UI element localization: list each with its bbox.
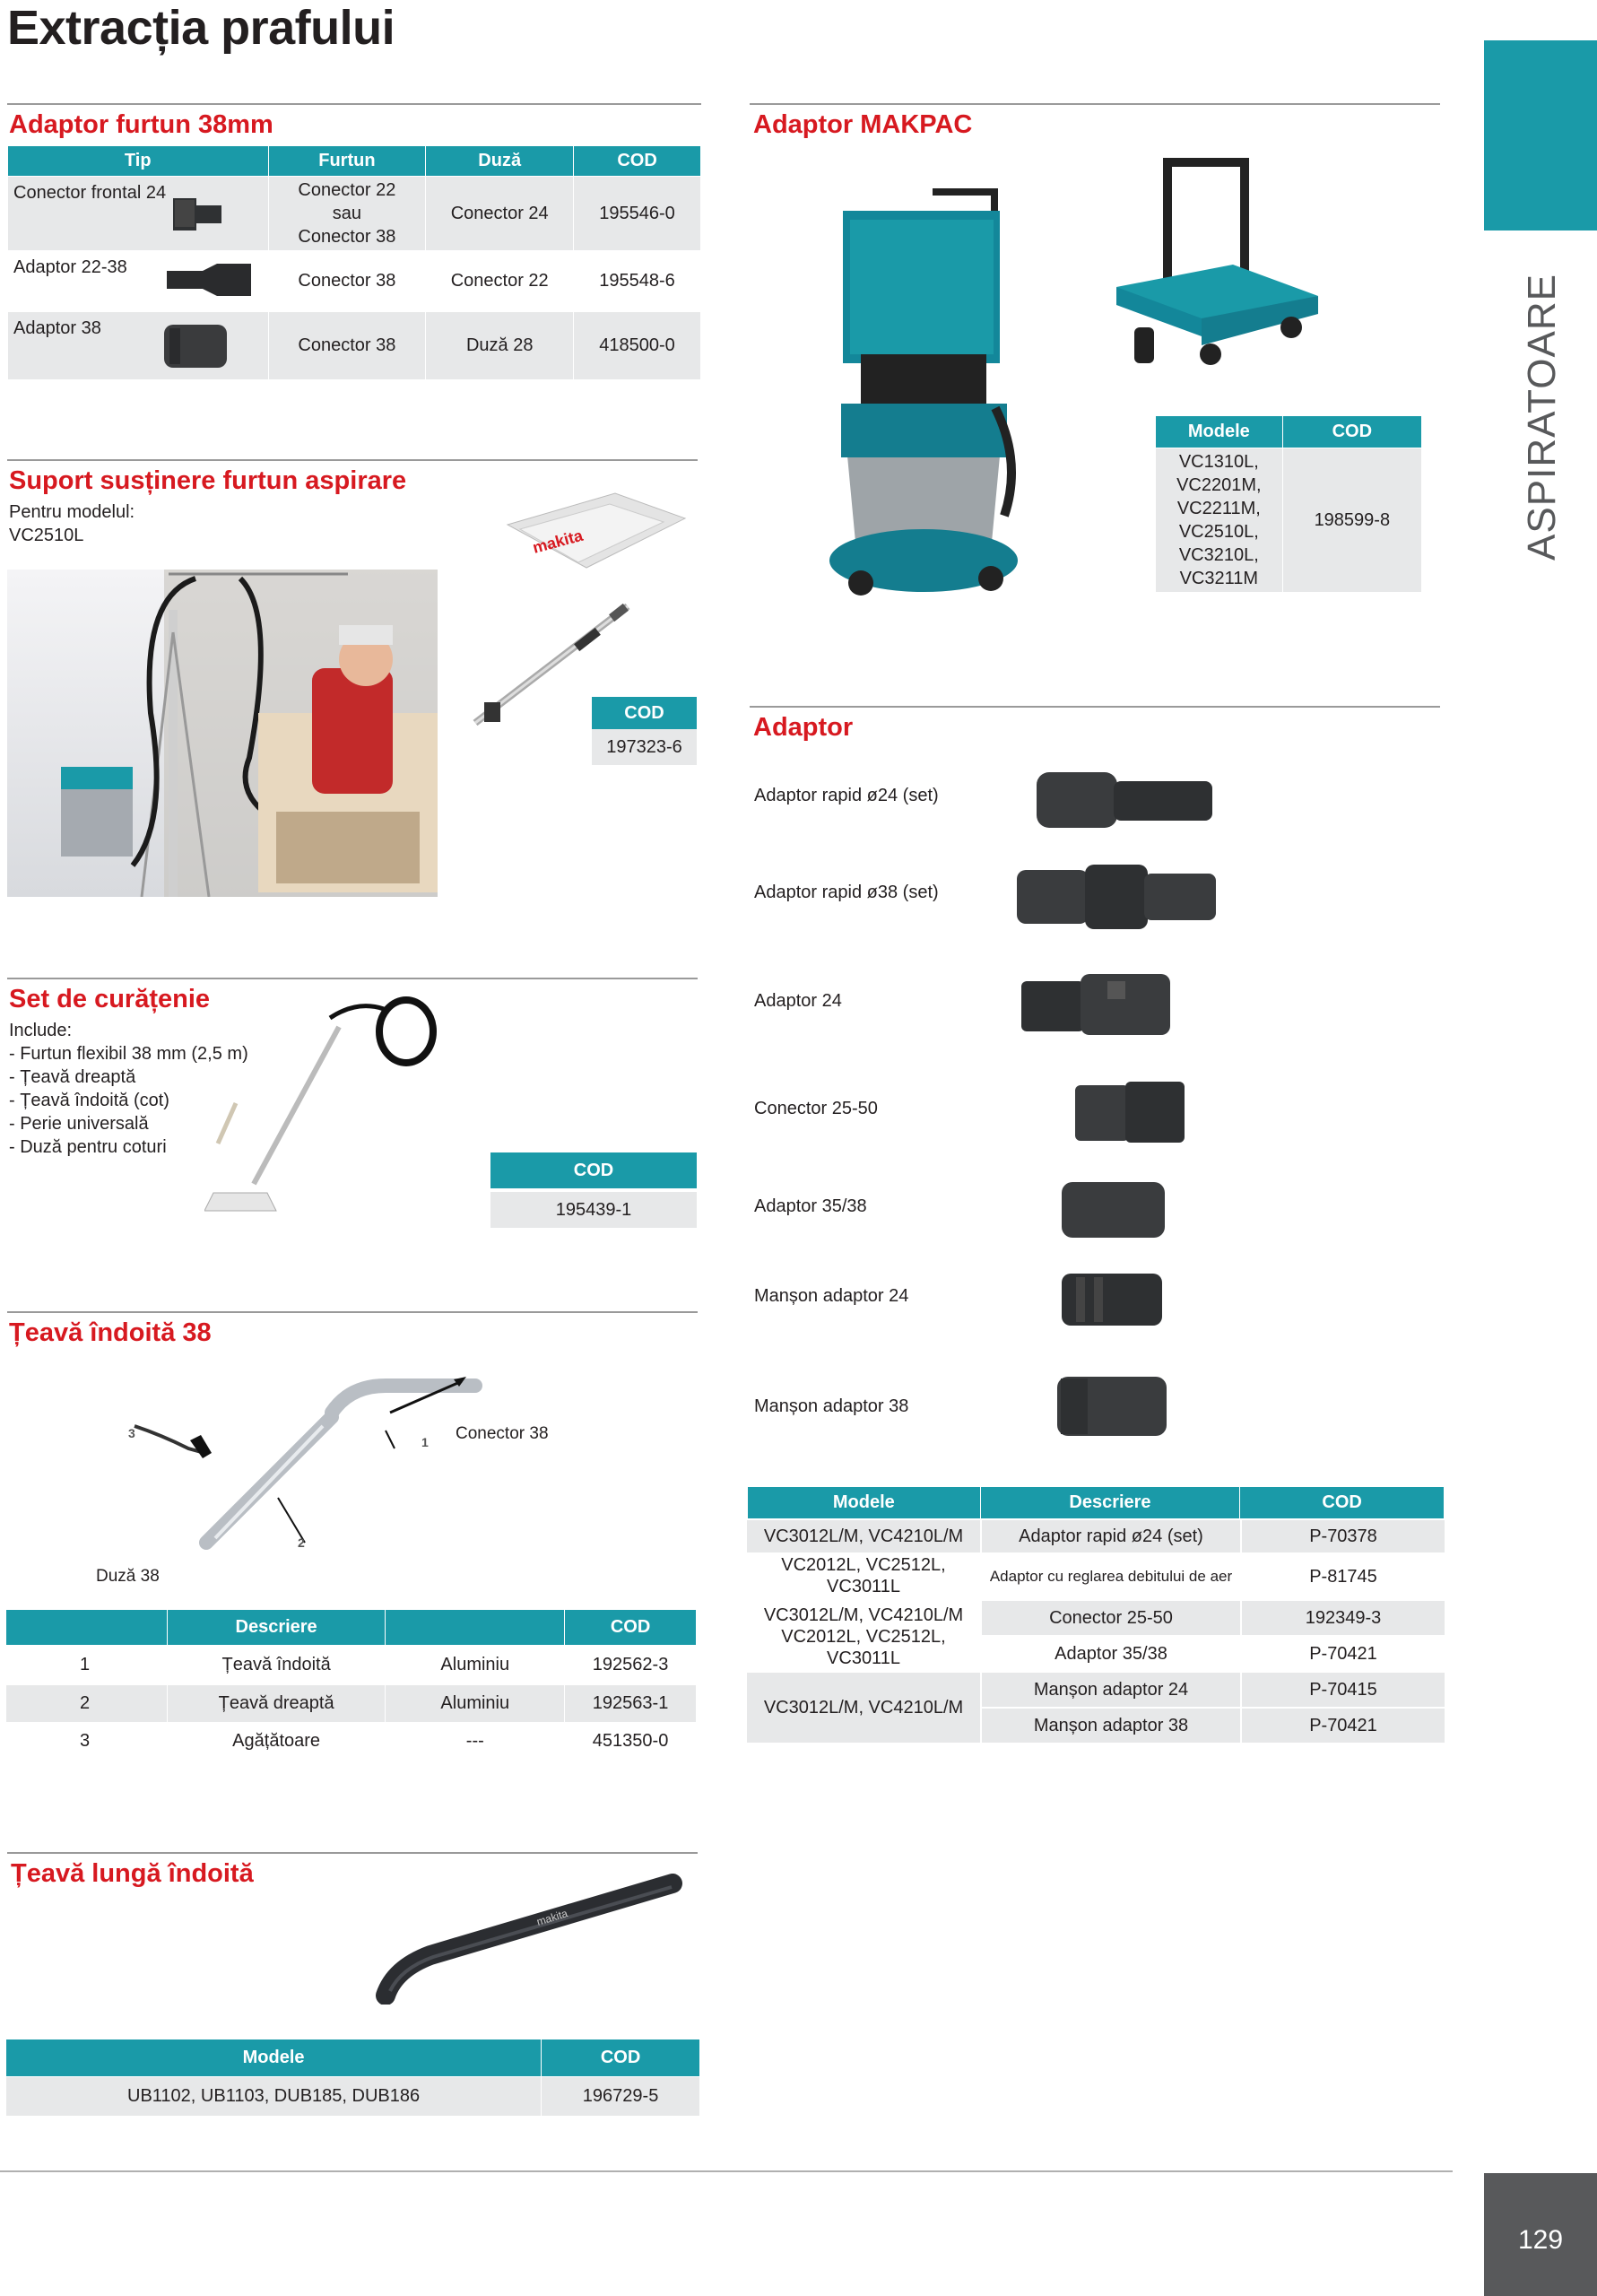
table-row — [6, 1723, 697, 1761]
table-row — [8, 177, 701, 251]
adaptor-item: Adaptor 35/38 — [754, 1196, 867, 1216]
cell-cod: 418500-0 — [574, 312, 701, 380]
cell-furtun: Conector 38 — [268, 251, 426, 312]
cell-models: VC1310L, VC2201M, VC2211M, VC2510L, VC3210L, VC3211M — [1156, 448, 1283, 593]
cell-cod: P-70421 — [1242, 1709, 1445, 1743]
divider — [7, 103, 701, 105]
cell-duza: Duză 28 — [426, 312, 574, 380]
suport-model: VC2510L — [9, 526, 84, 545]
col-header-cod: COD — [565, 1610, 697, 1646]
cell-nr: 2 — [6, 1685, 168, 1723]
callout-number: 2 — [298, 1535, 305, 1550]
cell-cod: 195546-0 — [574, 177, 701, 251]
adaptor-rapid-38-image — [1013, 861, 1219, 933]
cod-value: 197323-6 — [592, 729, 697, 765]
cell-models: VC2012L, VC2512L, VC3011L — [747, 1554, 980, 1599]
table-row — [8, 312, 701, 380]
col-header-cod: COD — [542, 2039, 700, 2077]
cod-header: COD — [592, 697, 697, 729]
set-line: - Țeavă îndoită (cot) — [9, 1091, 169, 1110]
cell-cod: 192562-3 — [565, 1646, 697, 1685]
svg-text:makita: makita — [530, 526, 586, 557]
section-title-suport: Suport susținere furtun aspirare — [9, 466, 407, 495]
cell-cod: P-70378 — [1242, 1520, 1445, 1552]
side-label: ASPIRATOARE — [1520, 274, 1564, 561]
table-row — [8, 251, 701, 312]
section-title-adaptor-furtun: Adaptor furtun 38mm — [9, 110, 273, 139]
section-title-set-curatenie: Set de curățenie — [9, 985, 211, 1013]
cell-cod: 192563-1 — [565, 1685, 697, 1723]
cell-cod: P-70421 — [1242, 1637, 1445, 1671]
cell-cod: 195548-6 — [574, 251, 701, 312]
divider — [7, 1852, 698, 1854]
adaptor-item: Manșon adaptor 24 — [754, 1286, 909, 1306]
cell-cod: P-70415 — [1242, 1673, 1445, 1707]
cell-descriere: Adaptor 35/38 — [982, 1637, 1240, 1671]
cell-descriere: Țeavă dreaptă — [167, 1685, 386, 1723]
adaptor-item: Adaptor rapid ø38 (set) — [754, 883, 939, 902]
col-header-duza: Duză — [426, 146, 574, 177]
cell-cod: 196729-5 — [542, 2077, 700, 2117]
set-line: - Duză pentru coturi — [9, 1137, 167, 1157]
table-row — [6, 2077, 700, 2117]
footer-divider — [0, 2170, 1453, 2172]
teava-indoita-table — [5, 1609, 697, 1761]
cell-descriere: Manșon adaptor 38 — [982, 1709, 1240, 1743]
makpac-table — [1155, 415, 1422, 593]
vacuum-makpac-image — [825, 184, 1022, 601]
manson-24-image — [1058, 1263, 1166, 1335]
cell-cod: P-81745 — [1242, 1554, 1445, 1599]
cell-cod: 192349-3 — [1242, 1601, 1445, 1635]
adaptor-item: Manșon adaptor 38 — [754, 1396, 909, 1416]
col-header-cod: COD — [1240, 1487, 1445, 1519]
cell-descriere: Conector 25-50 — [982, 1601, 1240, 1635]
divider — [7, 978, 698, 979]
section-title-adaptor: Adaptor — [753, 713, 854, 742]
cell-cod: 451350-0 — [565, 1723, 697, 1761]
divider — [750, 706, 1440, 708]
callout-number: 3 — [128, 1426, 135, 1440]
teava-lunga-table — [5, 2039, 700, 2117]
col-header-nr — [6, 1610, 168, 1646]
adaptor-item: Adaptor 24 — [754, 991, 842, 1011]
page-number-box — [1484, 2173, 1597, 2296]
table-row — [6, 1685, 697, 1723]
divider — [7, 1311, 698, 1313]
divider — [7, 459, 698, 461]
suport-label: Pentru modelul: — [9, 502, 135, 522]
col-header-cod: COD — [1282, 416, 1421, 448]
callout-duza: Duză 38 — [96, 1567, 160, 1586]
col-header-modele: Modele — [1156, 416, 1283, 448]
page-number: 129 — [1517, 2225, 1564, 2255]
section-title-teava-indoita: Țeavă îndoită 38 — [9, 1318, 212, 1347]
set-line: - Furtun flexibil 38 mm (2,5 m) — [9, 1044, 248, 1064]
col-header-modele: Modele — [6, 2039, 542, 2077]
cell-descriere: Agățătoare — [167, 1723, 386, 1761]
col-header-cod: COD — [574, 146, 701, 177]
cell-cod: 198599-8 — [1282, 448, 1421, 593]
adaptor-item: Adaptor rapid ø24 (set) — [754, 786, 939, 805]
callout-number: 1 — [421, 1435, 429, 1449]
adaptor-furtun-table — [7, 145, 701, 380]
cell-furtun: Conector 22 sau Conector 38 — [268, 177, 426, 251]
makpac-trolley-image — [1098, 152, 1323, 377]
col-header-descriere: Descriere — [980, 1487, 1240, 1519]
cell-nr: 1 — [6, 1646, 168, 1685]
manson-38-image — [1054, 1368, 1170, 1444]
cell-material: Aluminiu — [386, 1685, 565, 1723]
col-header-tip: Tip — [8, 146, 269, 177]
instruction-sheet-image — [502, 489, 690, 574]
adaptor-rapid-24-image — [1031, 767, 1219, 837]
cell-models: VC3012L/M, VC4210L/M — [747, 1520, 980, 1552]
cell-nr: 3 — [6, 1723, 168, 1761]
col-header-furtun: Furtun — [268, 146, 426, 177]
cell-tip: Adaptor 38 — [13, 318, 101, 338]
adaptor-table-body — [747, 1520, 1445, 1744]
cell-descriere: Manșon adaptor 24 — [982, 1673, 1240, 1707]
conector-25-50-image — [1072, 1076, 1188, 1148]
set-line: Include: — [9, 1021, 73, 1040]
svg-text:makita: makita — [534, 1907, 569, 1928]
set-line: - Perie universală — [9, 1114, 149, 1134]
work-scene-image — [7, 570, 438, 897]
set-line: - Țeavă dreaptă — [9, 1067, 136, 1087]
section-title-teava-lunga: Țeavă lungă îndoită — [11, 1859, 254, 1888]
table-row — [6, 1646, 697, 1685]
bent-pipe-diagram — [126, 1363, 520, 1561]
adaptor-22-38-image — [165, 260, 255, 300]
cell-descriere: Adaptor cu reglarea debitului de aer — [982, 1554, 1240, 1599]
cell-models: VC3012L/M, VC4210L/M — [747, 1673, 980, 1743]
cell-duza: Conector 24 — [426, 177, 574, 251]
section-title-makpac: Adaptor MAKPAC — [753, 110, 973, 139]
adaptor-table — [747, 1486, 1445, 1519]
adaptor-item: Conector 25-50 — [754, 1099, 878, 1118]
callout-conector: Conector 38 — [456, 1424, 549, 1443]
cell-duza: Conector 22 — [426, 251, 574, 312]
long-bent-pipe-image — [372, 1870, 686, 2005]
cell-material: --- — [386, 1723, 565, 1761]
cod-header: COD — [490, 1152, 697, 1188]
cell-descriere: Țeavă îndoită — [167, 1646, 386, 1685]
cell-models: VC2012L, VC2512L, VC3011L — [781, 1627, 946, 1668]
adaptor-35-38-image — [1058, 1173, 1170, 1245]
cod-value: 195439-1 — [490, 1192, 697, 1228]
set-cod-box — [490, 1152, 697, 1228]
cleaning-set-image — [204, 991, 447, 1224]
adaptor-24-image — [1018, 969, 1179, 1040]
divider — [750, 103, 1440, 105]
cell-tip: Adaptor 22-38 — [13, 257, 127, 277]
cell-descriere: Adaptor rapid ø24 (set) — [982, 1520, 1240, 1552]
conector-frontal-image — [169, 189, 225, 238]
suport-cod-box — [592, 697, 697, 765]
col-header-material — [386, 1610, 565, 1646]
cell-models: VC3012L/M, VC4210L/M — [763, 1605, 964, 1625]
side-tab — [1484, 40, 1597, 230]
col-header-descriere: Descriere — [167, 1610, 386, 1646]
col-header-modele: Modele — [748, 1487, 981, 1519]
cell-models: UB1102, UB1103, DUB185, DUB186 — [6, 2077, 542, 2117]
table-row — [1156, 448, 1422, 593]
cell-furtun: Conector 38 — [268, 312, 426, 380]
adaptor-38-image — [161, 321, 232, 371]
page-title: Extracția prafului — [7, 1, 395, 55]
cell-tip: Conector frontal 24 — [13, 183, 167, 203]
cell-material: Aluminiu — [386, 1646, 565, 1685]
